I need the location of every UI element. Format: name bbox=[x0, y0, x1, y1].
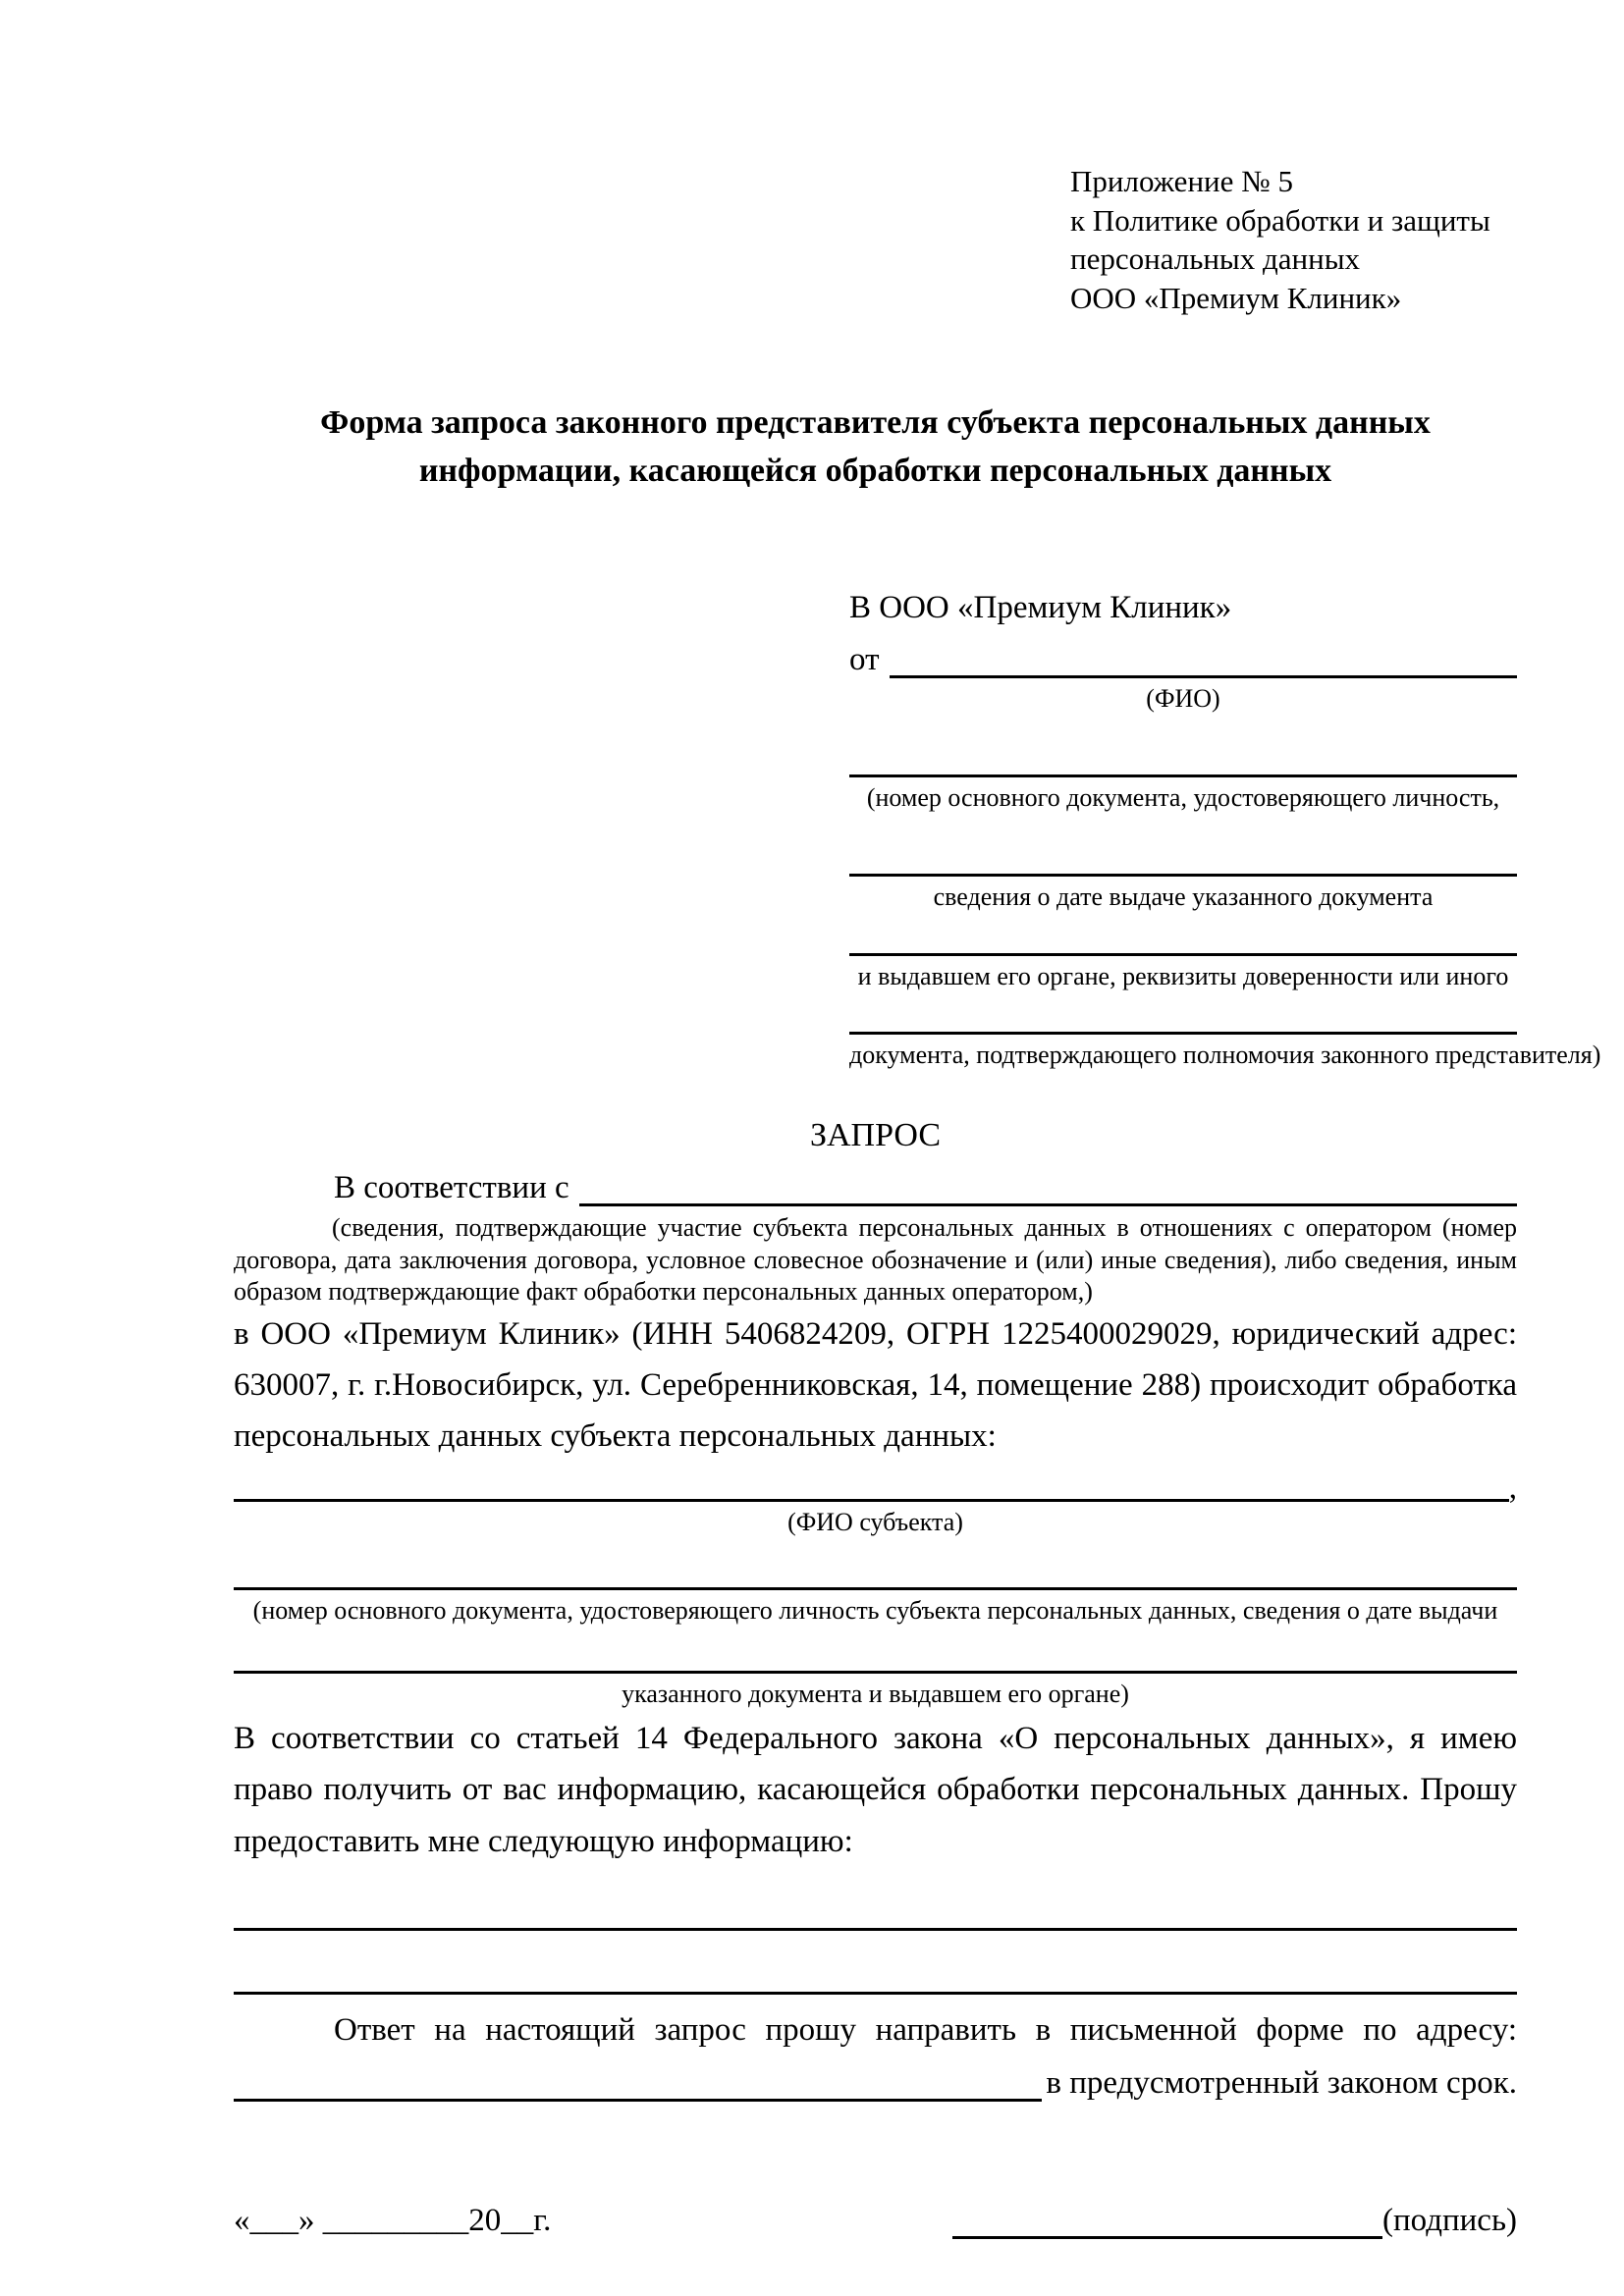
doc-authority-blank-line bbox=[849, 953, 1517, 956]
subject-doc-blank-line-1 bbox=[234, 1587, 1517, 1590]
appendix-block bbox=[1070, 162, 1517, 318]
doc-powers-caption: документа, подтверждающего полномочия законного представителя) bbox=[849, 1041, 1601, 1070]
reply-address-blank-line bbox=[234, 2099, 1042, 2102]
subject-fio-row bbox=[234, 1470, 1517, 1507]
reply-paragraph-line-1: Ответ на настоящий запрос прошу направить в письменной форме по адресу: bbox=[334, 2011, 1517, 2048]
fio-caption: (ФИО) bbox=[1146, 683, 1220, 713]
subject-fio-blank-line bbox=[234, 1499, 1509, 1502]
subject-doc-caption-1: (номер основного документа, удостоверяющего личность субъекта персональных данных, сведения о дате выдачи bbox=[252, 1596, 1498, 1626]
operator-paragraph: в ООО «Премиум Клиник» (ИНН 5406824209, ОГРН 1225400029029, юридический адрес: 630007, г. г.Новосибирск, ул. Серебренниковская, 14, помещение 288) происходит обработка персональных данных субъекта персональных данных: bbox=[234, 1315, 1517, 1455]
signature-blank-line bbox=[952, 2203, 1382, 2239]
fio-blank-line bbox=[890, 642, 1518, 678]
info-blank-line-1 bbox=[234, 1928, 1517, 1931]
title-line-2: информации, касающейся обработки персональных данных bbox=[418, 452, 1332, 489]
accordance-blank-line bbox=[579, 1170, 1517, 1206]
request-heading: ЗАПРОС bbox=[809, 1117, 942, 1154]
trailing-comma: , bbox=[1508, 1470, 1517, 1507]
doc-number-blank-line bbox=[849, 774, 1517, 777]
info-blank-line-2 bbox=[234, 1992, 1517, 1995]
subject-doc-blank-line-2 bbox=[234, 1671, 1517, 1674]
appendix-line: к Политике обработки и защиты bbox=[1070, 202, 1490, 238]
signature-caption: (подпись) bbox=[1382, 2202, 1517, 2238]
signature-block bbox=[952, 2203, 1517, 2239]
doc-number-caption: (номер основного документа, удостоверяющего личность, bbox=[866, 782, 1500, 812]
doc-powers-blank-line bbox=[849, 1032, 1517, 1035]
appendix-line: Приложение № 5 bbox=[1070, 164, 1293, 198]
addressee-block bbox=[849, 589, 1601, 1070]
addressee-to: В ООО «Премиум Клиник» bbox=[849, 590, 1232, 626]
subject-fio-caption: (ФИО субъекта) bbox=[787, 1507, 963, 1536]
doc-issue-date-caption: сведения о дате выдаче указанного документа bbox=[933, 881, 1434, 911]
doc-issue-date-blank-line bbox=[849, 874, 1517, 877]
date-line: «___» _________20__г. bbox=[234, 2202, 552, 2238]
rights-paragraph: В соответствии со статьей 14 Федерального закона «О персональных данных», я имею право получить от вас информацию, касающейся обработки персональных данных. Прошу предоставить мне следующую информацию: bbox=[234, 1721, 1517, 1859]
appendix-line: персональных данных bbox=[1070, 241, 1361, 277]
reply-tail-text: в предусмотренный законом срок. bbox=[1046, 2064, 1517, 2101]
subject-doc-caption-2: указанного документа и выдавшем его органе) bbox=[622, 1680, 1129, 1709]
addressee-from-row bbox=[849, 642, 1517, 678]
document-title bbox=[234, 399, 1517, 496]
footer-row bbox=[234, 2203, 1517, 2239]
accordance-row bbox=[234, 1170, 1517, 1206]
from-label: от bbox=[849, 641, 880, 677]
appendix-line: ООО «Премиум Клиник» bbox=[1070, 281, 1402, 316]
title-line-1: Форма запроса законного представителя субъекта персональных данных bbox=[320, 403, 1431, 441]
basis-caption: (сведения, подтверждающие участие субъекта персональных данных в отношениях с оператором (номер договора, дата заключения договора, условное словесное обозначение и (или) иные сведения), либо сведения, иным образом подтверждающие факт обработки персональных данных оператором,) bbox=[234, 1213, 1517, 1307]
doc-authority-caption: и выдавшем его органе, реквизиты доверенности или иного bbox=[857, 961, 1509, 990]
accordance-label: В соответствии с bbox=[334, 1170, 569, 1206]
reply-address-row bbox=[234, 2057, 1517, 2109]
